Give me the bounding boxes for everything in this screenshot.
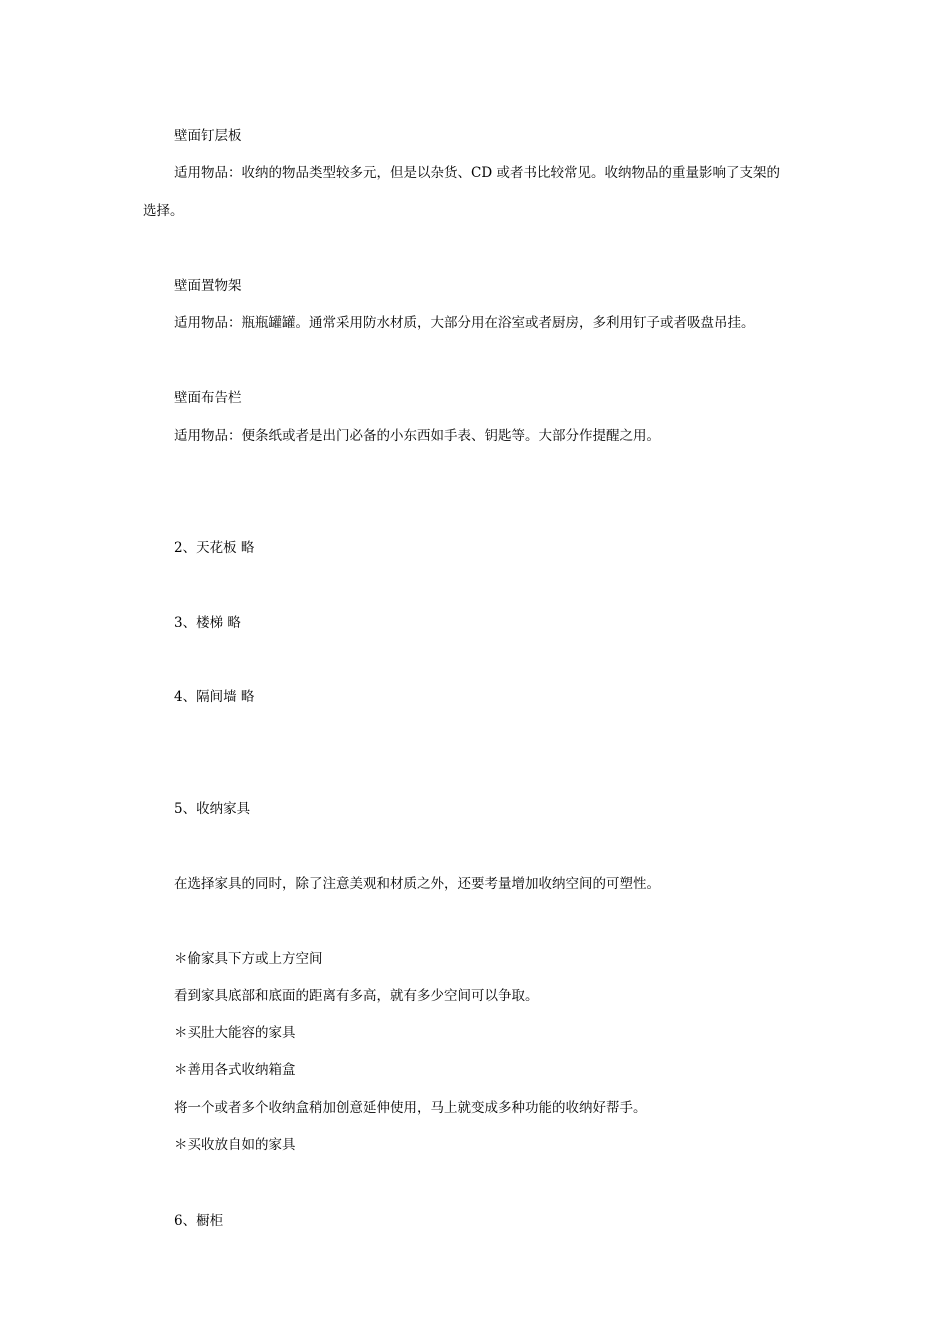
wall-shelf-text-line2: 选择。 xyxy=(143,203,184,219)
tip-4-title: ＊买收放自如的家具 xyxy=(174,1137,296,1153)
section-3-heading: 3、楼梯 略 xyxy=(174,615,241,631)
wall-rack-text: 适用物品：瓶瓶罐罐。通常采用防水材质，大部分用在浴室或者厨房，多利用钉子或者吸盘吊挂。 xyxy=(174,315,755,331)
tip-3-title: ＊善用各式收纳箱盒 xyxy=(174,1062,296,1078)
wall-board-heading: 壁面布告栏 xyxy=(174,390,242,406)
wall-shelf-heading: 壁面钉层板 xyxy=(174,128,242,144)
wall-board-text: 适用物品：便条纸或者是出门必备的小东西如手表、钥匙等。大部分作提醒之用。 xyxy=(174,428,660,444)
tip-1-text: 看到家具底部和底面的距离有多高，就有多少空间可以争取。 xyxy=(174,988,539,1004)
tip-2-title: ＊买肚大能容的家具 xyxy=(174,1025,296,1041)
section-5-intro: 在选择家具的同时，除了注意美观和材质之外，还要考量增加收纳空间的可塑性。 xyxy=(174,876,660,892)
wall-rack-heading: 壁面置物架 xyxy=(174,278,242,294)
section-6-heading: 6、橱柜 xyxy=(174,1213,224,1229)
tip-3-text: 将一个或者多个收纳盒稍加创意延伸使用，马上就变成多种功能的收纳好帮手。 xyxy=(174,1100,647,1116)
section-4-heading: 4、隔间墙 略 xyxy=(174,689,255,705)
tip-1-title: ＊偷家具下方或上方空间 xyxy=(174,951,323,967)
wall-shelf-text-line1: 适用物品：收纳的物品类型较多元，但是以杂货、CD 或者书比较常见。收纳物品的重量影响了支架的 xyxy=(174,165,780,181)
section-2-heading: 2、天花板 略 xyxy=(174,540,255,556)
section-5-heading: 5、收纳家具 xyxy=(174,801,251,817)
